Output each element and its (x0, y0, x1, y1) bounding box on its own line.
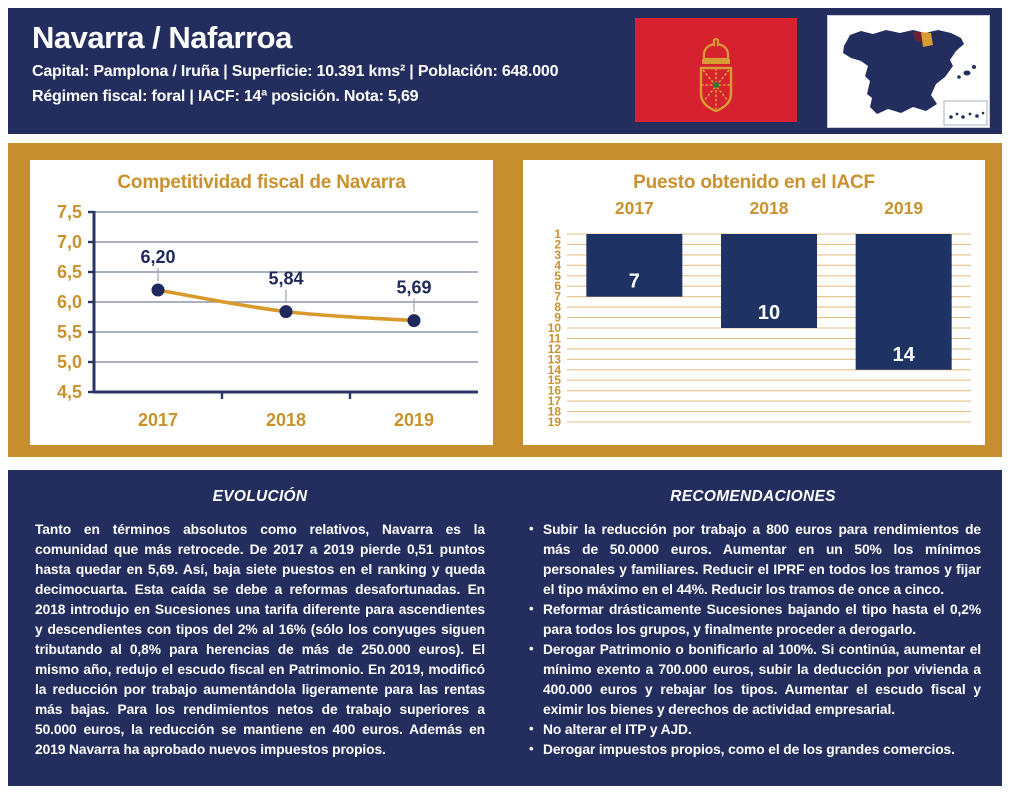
svg-text:11: 11 (548, 331, 561, 346)
svg-text:7,5: 7,5 (56, 202, 82, 222)
recommendations-list (525, 520, 981, 760)
fiscal-line-chart (38, 202, 485, 440)
svg-text:14: 14 (892, 343, 915, 366)
svg-text:19: 19 (547, 415, 561, 429)
svg-text:6,0: 6,0 (56, 292, 82, 312)
svg-text:5: 5 (554, 268, 561, 283)
svg-text:5,5: 5,5 (56, 322, 82, 342)
svg-text:5,69: 5,69 (396, 277, 432, 298)
evolution-heading: EVOLUCIÓN (212, 488, 308, 505)
line-chart-title: Competitividad fiscal de Navarra (117, 172, 406, 193)
recommendation-item: • No alterar el ITP y AJD. (543, 720, 981, 740)
recommendations-column (525, 486, 981, 760)
svg-text:2: 2 (554, 237, 561, 252)
recommendation-item: • Derogar Patrimonio o bonificarlo al 100%. Si continúa, aumentar el mínimo exento a 700.000 euros, subir la deducción por vivienda a 400.000 euros y rebajar los tipos. Aumentar el escudo fiscal y eximir los bienes y derechos de actividad empresarial. (543, 640, 981, 720)
svg-text:4,5: 4,5 (56, 382, 82, 402)
recommendation-item: • Reformar drásticamente Sucesiones bajando el tipo hasta el 0,2% para todos los grupos, y finalmente proceder a derogarlo. (543, 600, 981, 640)
svg-text:1: 1 (554, 227, 561, 241)
svg-text:10: 10 (547, 321, 561, 335)
svg-text:5,84: 5,84 (268, 268, 304, 289)
analysis-panel (8, 470, 1002, 786)
svg-text:2018: 2018 (749, 198, 789, 218)
header-subtitle-2: Régimen fiscal: foral | IACF: 14ª posición. Nota: 5,69 (32, 88, 419, 105)
svg-text:7: 7 (554, 289, 561, 304)
evolution-text: Tanto en términos absolutos como relativos, Navarra es la comunidad que más retrocede. De 2017 a 2019 pierde 0,51 puntos hasta quedar en 5,69. Así, baja siete puestos en el ranking y queda decimocuarta. Esta caída se debe a reformas desafortunadas. En 2018 introdujo en Sucesiones una tarifa diferente para ascendientes y descendientes con tipos del 2% al 16% (sólo los conyuges siguen tributando al 0,8% para herencias de más de 250.000 euros). El mismo año, redujo el escudo fiscal en Patrimonio. En 2019, modificó la reducción por trabajo aumentándola ligeramente para las rentas más bajas. Para los rendimientos netos de trabajo superiores a 50.000 euros, la reducción se mantiene en 400 euros. Además en 2019 Navarra ha aprobado nuevos impuestos propios. (35, 522, 485, 757)
svg-text:6: 6 (554, 279, 561, 294)
svg-text:9: 9 (554, 310, 561, 325)
iacf-rank-card (523, 160, 985, 445)
svg-text:2019: 2019 (884, 198, 924, 218)
svg-text:10: 10 (757, 302, 781, 324)
evolution-column (35, 486, 485, 760)
svg-text:14: 14 (547, 362, 561, 377)
svg-text:2018: 2018 (265, 410, 307, 430)
svg-text:7,0: 7,0 (56, 232, 82, 252)
svg-text:3: 3 (554, 247, 561, 262)
svg-text:8: 8 (554, 300, 561, 315)
svg-text:17: 17 (547, 394, 561, 409)
svg-text:12: 12 (547, 341, 561, 356)
header (8, 8, 1002, 134)
svg-text:4: 4 (554, 258, 561, 273)
svg-text:13: 13 (547, 352, 561, 367)
recommendations-heading: RECOMENDACIONES (670, 488, 836, 505)
svg-text:5,0: 5,0 (56, 352, 82, 372)
iacf-bar-chart (531, 196, 978, 440)
svg-text:16: 16 (547, 383, 561, 398)
svg-text:18: 18 (547, 404, 561, 419)
svg-text:15: 15 (547, 373, 561, 388)
header-subtitle-1: Capital: Pamplona / Iruña | Superficie: 10.391 kms² | Población: 648.000 (32, 63, 559, 80)
charts-band (8, 143, 1002, 457)
navarra-region-highlight (921, 32, 933, 47)
bar-chart-title: Puesto obtenido en el IACF (633, 172, 875, 193)
balearic-islands (957, 65, 976, 79)
svg-text:2017: 2017 (137, 410, 179, 430)
canary-islands-inset (944, 101, 987, 125)
page-title: Navarra / Nafarroa (32, 20, 292, 55)
svg-text:7: 7 (628, 270, 640, 293)
recommendation-item: • Subir la reducción por trabajo a 800 euros para rendimientos de más de 50.0000 euros. Aumentar en un 50% los mínimos personales y familiares. Reducir el IPRF en todos los tramos y fijar el tipo máximo en el 44%. Reducir los tramos de once a cinco. (543, 520, 981, 600)
svg-text:6,20: 6,20 (140, 247, 176, 267)
svg-text:6,5: 6,5 (56, 262, 82, 282)
svg-text:2017: 2017 (614, 198, 654, 218)
recommendation-item: • Derogar impuestos propios, como el de los grandes comercios. (543, 740, 981, 760)
svg-text:2019: 2019 (393, 410, 435, 430)
header-text (32, 20, 558, 106)
navarra-flag-icon (635, 18, 797, 122)
spain-map (827, 15, 990, 128)
shield-icon (701, 68, 731, 111)
fiscal-competitiveness-card (30, 160, 493, 445)
